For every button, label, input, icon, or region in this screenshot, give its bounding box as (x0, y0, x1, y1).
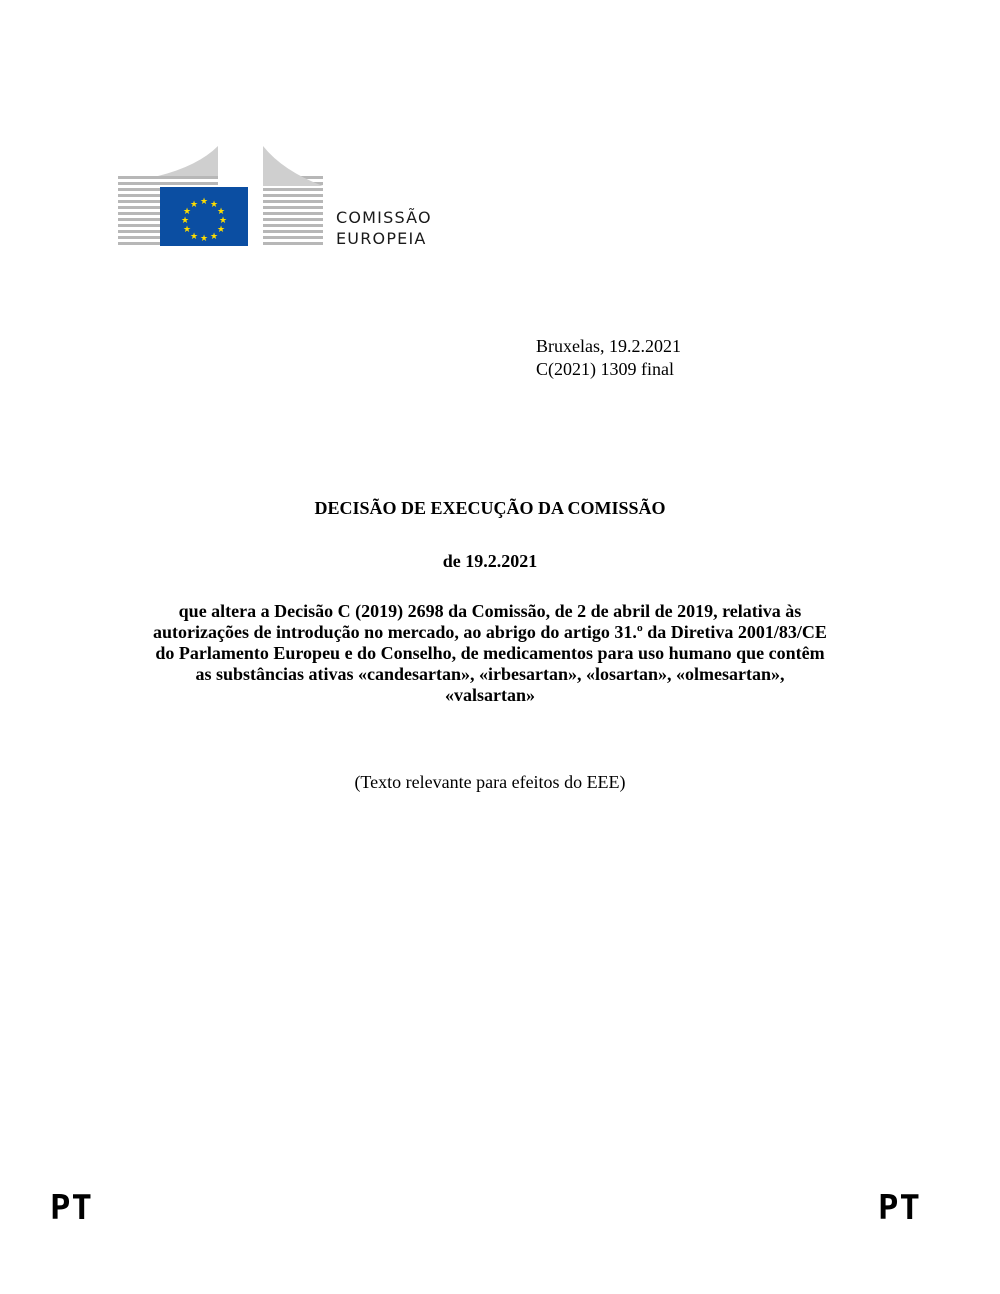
svg-text:★: ★ (216, 225, 226, 235)
document-date: de 19.2.2021 (442, 551, 538, 571)
eea-relevance-note: (Texto relevante para efeitos do EEE) (354, 772, 626, 792)
logo-wordmark (336, 207, 432, 249)
subject-line: do Parlamento Europeu e do Conselho, de medicamentos para uso humano que contêm (155, 643, 825, 663)
document-number: C(2021) 1309 final (536, 359, 674, 379)
svg-text:★: ★ (216, 207, 226, 217)
subject-line: «valsartan» (445, 685, 535, 705)
svg-text:★: ★ (182, 225, 192, 235)
svg-text:★: ★ (189, 200, 199, 210)
svg-text:★: ★ (209, 200, 219, 210)
document-subject (100, 601, 880, 706)
language-code-left: PT (50, 1188, 93, 1228)
svg-text:★: ★ (180, 216, 190, 226)
svg-text:★: ★ (218, 216, 228, 226)
language-code-right: PT (878, 1188, 921, 1228)
document-reference (536, 335, 681, 381)
subject-line: autorizações de introdução no mercado, ao abrigo do artigo 31.º da Diretiva 2001/83/CE (153, 622, 827, 642)
svg-text:★: ★ (199, 234, 209, 244)
logo-line-1: COMISSÃO (336, 208, 432, 227)
svg-text:★: ★ (189, 232, 199, 242)
svg-text:★: ★ (182, 207, 192, 217)
place-date: Bruxelas, 19.2.2021 (536, 336, 681, 356)
subject-line: as substâncias ativas «candesartan», «irbesartan», «losartan», «olmesartan», (195, 664, 785, 684)
svg-text:★: ★ (199, 197, 209, 207)
subject-line: que altera a Decisão C (2019) 2698 da Comissão, de 2 de abril de 2019, relativa às (178, 601, 802, 621)
svg-text:★: ★ (209, 232, 219, 242)
document-title: DECISÃO DE EXECUÇÃO DA COMISSÃO (314, 498, 666, 518)
logo-line-2: EUROPEIA (336, 229, 427, 248)
